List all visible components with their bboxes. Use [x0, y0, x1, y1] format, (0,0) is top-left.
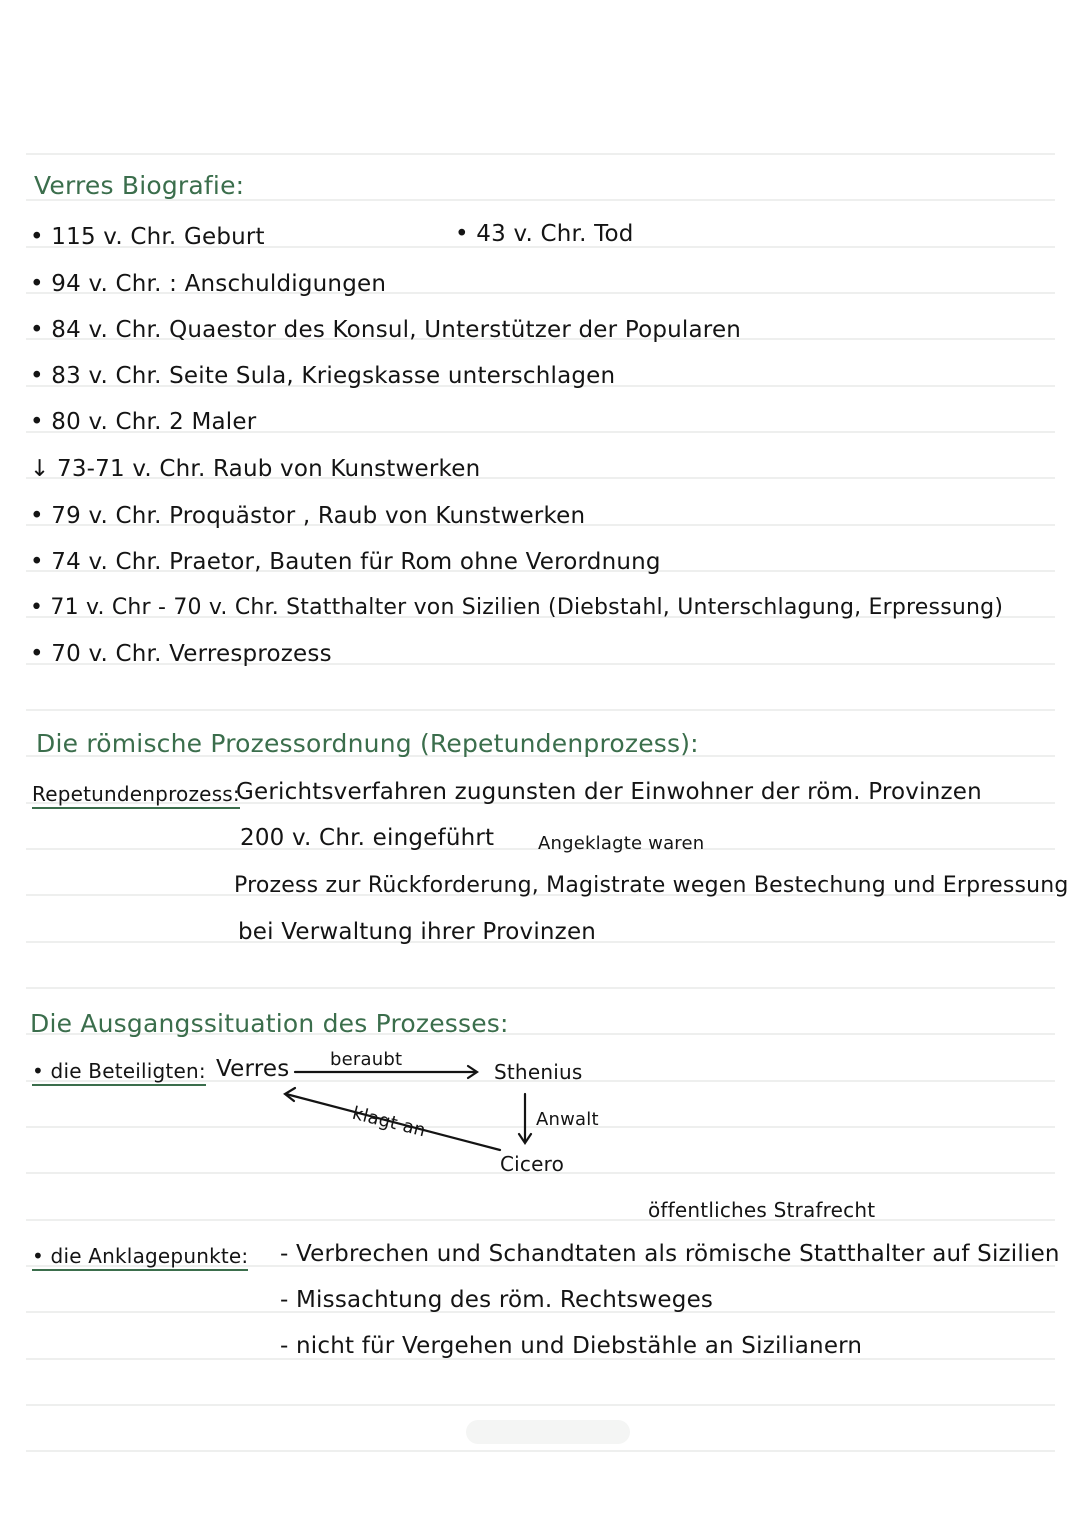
detail-line: Prozess zur Rückforderung, Magistrate wegen Bestechung und Erpressung	[234, 873, 1069, 898]
biografie-heading: Verres Biografie:	[34, 171, 245, 200]
bio-entry-birth: • 115 v. Chr. Geburt	[30, 224, 265, 250]
arrow-klagt-an	[286, 1094, 500, 1150]
anklagepunkt: - nicht für Vergehen und Diebstähle an Sizilianern	[280, 1333, 863, 1359]
bio-entry-range: ↓ 73-71 v. Chr. Raub von Kunstwerken	[30, 456, 481, 482]
person-verres: Verres	[216, 1056, 290, 1082]
ausgangssituation-heading: Die Ausgangssituation des Prozesses:	[30, 1009, 509, 1038]
person-cicero: Cicero	[500, 1152, 565, 1176]
anklagepunkt: - Verbrechen und Schandtaten als römische Statthalter auf Sizilien	[280, 1241, 1060, 1267]
anklagepunkte-label-row	[32, 1242, 248, 1270]
bio-entry: • 83 v. Chr. Seite Sula, Kriegskasse unterschlagen	[30, 363, 616, 389]
arrow-label-klagt-an: klagt an	[350, 1102, 428, 1142]
person-sthenius: Sthenius	[494, 1060, 583, 1084]
term-repetundenprozess: Repetundenprozess:	[32, 782, 240, 809]
bio-entry: • 79 v. Chr. Proquästor , Raub von Kunstwerken	[30, 503, 586, 529]
bio-entry: • 74 v. Chr. Praetor, Bauten für Rom ohne Verordnung	[30, 549, 661, 575]
beteiligte-label: • die Beteiligten:	[32, 1059, 206, 1086]
annotation-angeklagte: Angeklagte waren	[538, 833, 705, 854]
eraser-smudge	[466, 1420, 630, 1444]
bio-entry: • 71 v. Chr - 70 v. Chr. Statthalter von Sizilien (Diebstahl, Unterschlagung, Erpressung)	[30, 595, 1004, 620]
bio-entry: • 94 v. Chr. : Anschuldigungen	[30, 271, 387, 297]
bio-entry: • 84 v. Chr. Quaestor des Konsul, Unterstützer der Popularen	[30, 317, 742, 343]
anklagepunkt: - Missachtung des röm. Rechtsweges	[280, 1287, 714, 1313]
arrow-label-beraubt: beraubt	[330, 1049, 403, 1070]
prozessordnung-heading: Die römische Prozessordnung (Repetundenprozess):	[36, 729, 699, 758]
bio-entry: • 80 v. Chr. 2 Maler	[30, 409, 257, 435]
detail-line: bei Verwaltung ihrer Provinzen	[238, 919, 597, 945]
strafrecht-note: öffentliches Strafrecht	[648, 1198, 876, 1222]
bio-entry-death: • 43 v. Chr. Tod	[455, 221, 634, 247]
anklagepunkte-label: • die Anklagepunkte:	[32, 1244, 248, 1271]
arrow-label-anwalt: Anwalt	[536, 1109, 599, 1130]
detail-line: 200 v. Chr. eingeführt	[240, 825, 495, 851]
term-definition: Gerichtsverfahren zugunsten der Einwohner der röm. Provinzen	[236, 779, 982, 805]
bio-entry: • 70 v. Chr. Verresprozess	[30, 641, 332, 667]
